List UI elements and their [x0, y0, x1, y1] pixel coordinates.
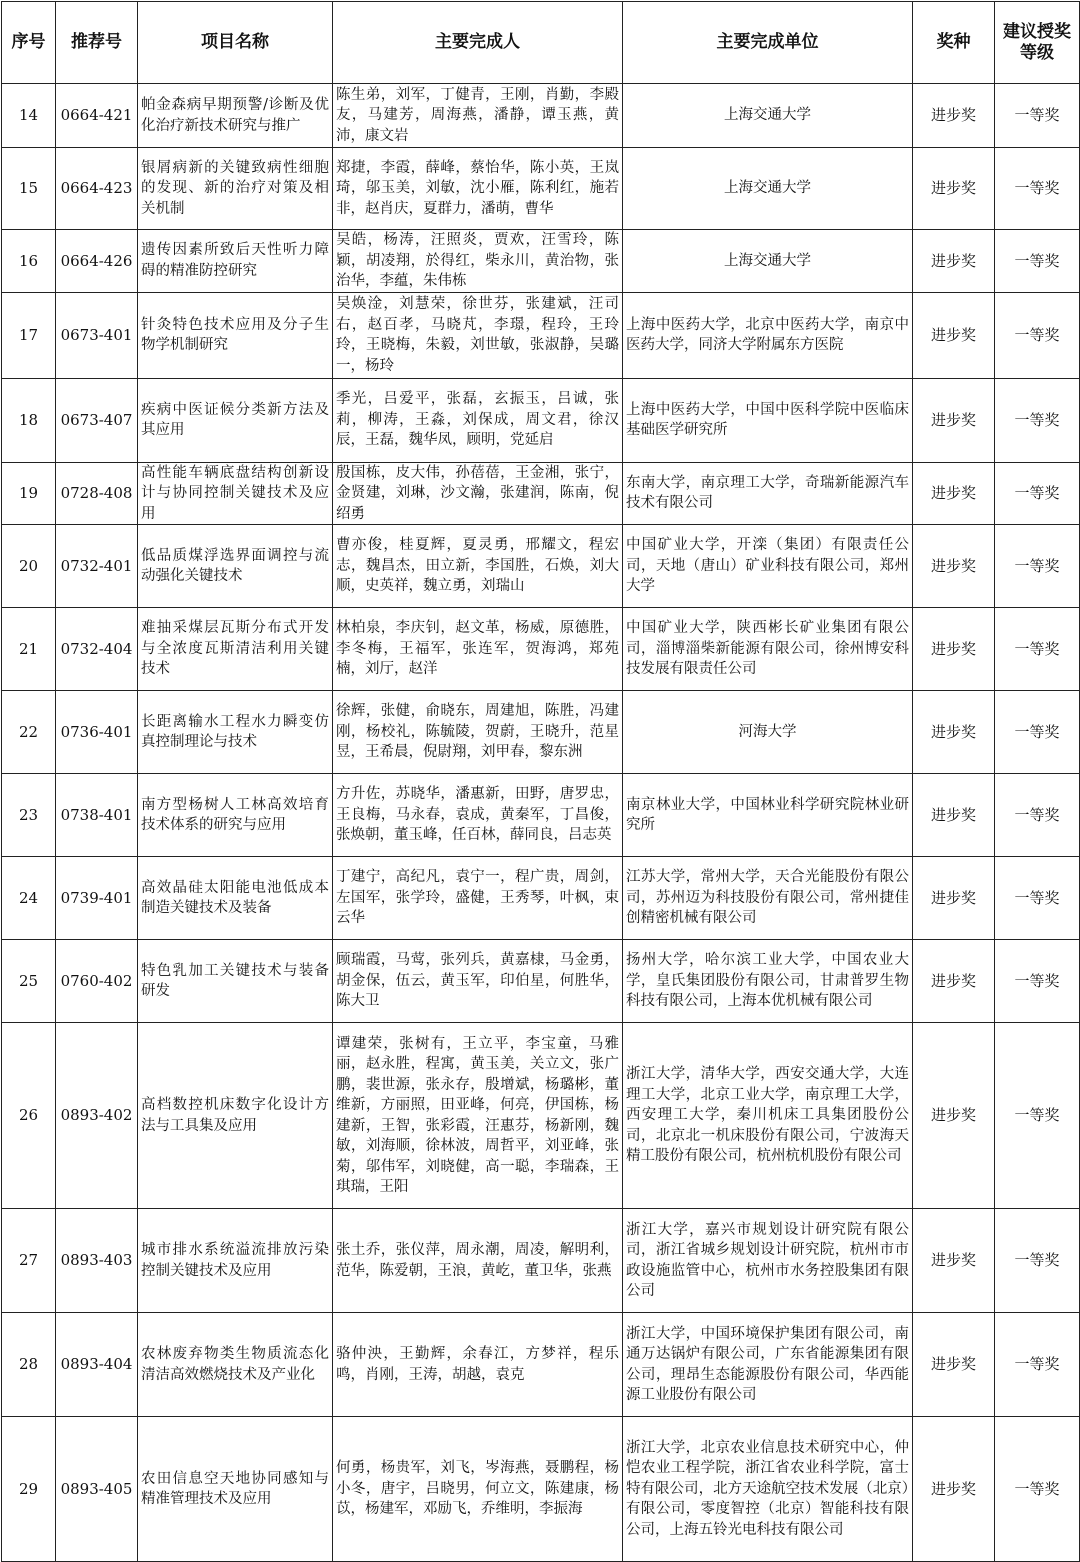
cell-award: 进步奖 — [913, 1313, 995, 1417]
cell-project-name: 低品质煤浮选界面调控与流动强化关键技术 — [138, 525, 333, 608]
cell-people: 方升佐，苏晓华，潘惠新，田野，唐罗忠，王良梅，马永春，袁成，黄秦军，丁昌俊，张焕朝，董玉峰，任百林，薛同良，吕志英 — [333, 774, 623, 857]
cell-award: 进步奖 — [913, 378, 995, 462]
cell-award: 进步奖 — [913, 230, 995, 293]
cell-code: 0673-401 — [56, 292, 138, 378]
cell-people: 骆仲泱，王勤辉，余春江，方梦祥，程乐鸣，肖刚，王涛，胡越，袁克 — [333, 1313, 623, 1417]
cell-seq: 18 — [2, 378, 56, 462]
cell-units: 扬州大学，哈尔滨工业大学，中国农业大学，皇氏集团股份有限公司，甘肃普罗生物科技有限公司，上海本优机械有限公司 — [623, 940, 913, 1023]
cell-units: 江苏大学，常州大学，天合光能股份有限公司，苏州迈为科技股份有限公司，常州捷佳创精密机械有限公司 — [623, 857, 913, 940]
cell-people: 何勇，杨贵军，刘飞，岑海燕，聂鹏程，杨小冬，唐宇，吕晓男，何立文，陈建康，杨苡，杨建军，邓励飞，乔维明，李振海 — [333, 1417, 623, 1562]
cell-code: 0893-403 — [56, 1209, 138, 1313]
table-row — [2, 608, 1080, 691]
cell-people: 吴焕淦，刘慧荣，徐世芬，张建斌，汪司右，赵百孝，马晓芃，李璟，程玲，王玲玲，王晓梅，朱毅，刘世敏，张淑静，吴璐一，杨玲 — [333, 292, 623, 378]
cell-level: 一等奖 — [995, 774, 1080, 857]
cell-award: 进步奖 — [913, 691, 995, 774]
cell-project-name: 针灸特色技术应用及分子生物学机制研究 — [138, 292, 333, 378]
cell-level: 一等奖 — [995, 1023, 1080, 1209]
cell-project-name: 农林废弃物类生物质流态化清洁高效燃烧技术及产业化 — [138, 1313, 333, 1417]
cell-project-name: 长距离输水工程水力瞬变仿真控制理论与技术 — [138, 691, 333, 774]
cell-code: 0673-407 — [56, 378, 138, 462]
header-code: 推荐号 — [56, 2, 138, 84]
cell-code: 0760-402 — [56, 940, 138, 1023]
cell-people: 郑捷，李霞，薛峰，蔡怡华，陈小英，王岚琦，邬玉美，刘敏，沈小雁，陈利红，施若非，赵肖庆，夏群力，潘萌，曹华 — [333, 148, 623, 230]
table-row — [2, 378, 1080, 462]
cell-people: 顾瑞霞，马莺，张列兵，黄嘉棣，马金勇，胡金保，伍云，黄玉军，印伯星，何胜华，陈大卫 — [333, 940, 623, 1023]
cell-level: 一等奖 — [995, 462, 1080, 525]
cell-units: 上海交通大学 — [623, 230, 913, 293]
table-row — [2, 1313, 1080, 1417]
cell-level: 一等奖 — [995, 940, 1080, 1023]
cell-seq: 19 — [2, 462, 56, 525]
header-seq: 序号 — [2, 2, 56, 84]
cell-seq: 25 — [2, 940, 56, 1023]
cell-project-name: 高效晶硅太阳能电池低成本制造关键技术及装备 — [138, 857, 333, 940]
cell-award: 进步奖 — [913, 940, 995, 1023]
cell-units: 上海中医药大学，中国中医科学院中医临床基础医学研究所 — [623, 378, 913, 462]
table-row — [2, 148, 1080, 230]
cell-level: 一等奖 — [995, 608, 1080, 691]
cell-units: 浙江大学，嘉兴市规划设计研究院有限公司，浙江省城乡规划设计研究院，杭州市市政设施监管中心，杭州市水务控股集团有限公司 — [623, 1209, 913, 1313]
cell-award: 进步奖 — [913, 608, 995, 691]
cell-code: 0893-405 — [56, 1417, 138, 1562]
cell-award: 进步奖 — [913, 292, 995, 378]
cell-seq: 16 — [2, 230, 56, 293]
table-row — [2, 230, 1080, 293]
cell-project-name: 疾病中医证候分类新方法及其应用 — [138, 378, 333, 462]
cell-level: 一等奖 — [995, 84, 1080, 148]
table-row — [2, 84, 1080, 148]
cell-code: 0736-401 — [56, 691, 138, 774]
cell-people: 张土乔，张仪萍，周永潮，周凌，解明利，范华，陈爱朝，王浪，黄屹，董卫华，张燕 — [333, 1209, 623, 1313]
header-award: 奖种 — [913, 2, 995, 84]
cell-units: 上海中医药大学，北京中医药大学，南京中医药大学，同济大学附属东方医院 — [623, 292, 913, 378]
cell-code: 0732-401 — [56, 525, 138, 608]
cell-award: 进步奖 — [913, 1023, 995, 1209]
cell-people: 徐辉，张健，俞晓东，周建旭，陈胜，冯建刚，杨校礼，陈毓陵，贺蔚，王晓升，范星昱，王希晨，倪尉翔，刘甲春，黎东洲 — [333, 691, 623, 774]
cell-level: 一等奖 — [995, 378, 1080, 462]
cell-project-name: 高性能车辆底盘结构创新设计与协同控制关键技术及应用 — [138, 462, 333, 525]
cell-people: 陈生弟，刘军，丁健青，王刚，肖勤，李殿友，马建芳，周海燕，潘静，谭玉燕，黄沛，康文岩 — [333, 84, 623, 148]
cell-units: 浙江大学，北京农业信息技术研究中心，仲恺农业工程学院，浙江省农业科学院，富士特有限公司，北方天途航空技术发展（北京）有限公司，零度智控（北京）智能科技有限公司，上海五铃光电科技有限公司 — [623, 1417, 913, 1562]
cell-people: 曹亦俊，桂夏辉，夏灵勇，邢耀文，程宏志，魏昌杰，田立新，李国胜，石焕，刘大顺，史英祥，魏立勇，刘瑞山 — [333, 525, 623, 608]
cell-project-name: 难抽采煤层瓦斯分布式开发与全浓度瓦斯清洁利用关键技术 — [138, 608, 333, 691]
table-row — [2, 1209, 1080, 1313]
cell-seq: 14 — [2, 84, 56, 148]
cell-award: 进步奖 — [913, 857, 995, 940]
cell-award: 进步奖 — [913, 1417, 995, 1562]
cell-project-name: 遗传因素所致后天性听力障碍的精准防控研究 — [138, 230, 333, 293]
award-table — [1, 1, 1080, 1562]
cell-units: 浙江大学，中国环境保护集团有限公司，南通万达锅炉有限公司，广东省能源集团有限公司，理昂生态能源股份有限公司，华西能源工业股份有限公司 — [623, 1313, 913, 1417]
cell-code: 0732-404 — [56, 608, 138, 691]
cell-code: 0738-401 — [56, 774, 138, 857]
cell-units: 东南大学，南京理工大学，奇瑞新能源汽车技术有限公司 — [623, 462, 913, 525]
cell-project-name: 特色乳加工关键技术与装备研发 — [138, 940, 333, 1023]
cell-level: 一等奖 — [995, 1209, 1080, 1313]
cell-seq: 24 — [2, 857, 56, 940]
header-units: 主要完成单位 — [623, 2, 913, 84]
cell-project-name: 银屑病新的关键致病性细胞的发现、新的治疗对策及相关机制 — [138, 148, 333, 230]
cell-level: 一等奖 — [995, 148, 1080, 230]
cell-seq: 21 — [2, 608, 56, 691]
cell-award: 进步奖 — [913, 462, 995, 525]
cell-project-name: 高档数控机床数字化设计方法与工具集及应用 — [138, 1023, 333, 1209]
cell-people: 季光，吕爱平，张磊，玄振玉，吕诚，张莉，柳涛，王淼，刘保成，周文君，徐汉辰，王磊，魏华凤，顾明，党延启 — [333, 378, 623, 462]
cell-level: 一等奖 — [995, 857, 1080, 940]
cell-code: 0893-402 — [56, 1023, 138, 1209]
cell-code: 0664-421 — [56, 84, 138, 148]
cell-people: 林柏泉，李庆钊，赵文革，杨威，原德胜，李冬梅，王福军，张连军，贺海鸿，郑苑楠，刘厅，赵洋 — [333, 608, 623, 691]
cell-units: 中国矿业大学，陕西彬长矿业集团有限公司，淄博淄柴新能源有限公司，徐州博安科技发展有限责任公司 — [623, 608, 913, 691]
table-row — [2, 292, 1080, 378]
header-row — [2, 2, 1080, 84]
cell-project-name: 帕金森病早期预警/诊断及优化治疗新技术研究与推广 — [138, 84, 333, 148]
cell-level: 一等奖 — [995, 691, 1080, 774]
cell-people: 丁建宁，高纪凡，袁宁一，程广贵，周剑，左国军，张学玲，盛健，王秀琴，叶枫，束云华 — [333, 857, 623, 940]
cell-award: 进步奖 — [913, 148, 995, 230]
table-row — [2, 1417, 1080, 1562]
cell-units: 上海交通大学 — [623, 148, 913, 230]
cell-units: 中国矿业大学，开滦（集团）有限责任公司，天地（唐山）矿业科技有限公司，郑州大学 — [623, 525, 913, 608]
cell-seq: 29 — [2, 1417, 56, 1562]
cell-project-name: 城市排水系统溢流排放污染控制关键技术及应用 — [138, 1209, 333, 1313]
cell-code: 0664-423 — [56, 148, 138, 230]
cell-seq: 17 — [2, 292, 56, 378]
cell-people: 吴皓，杨涛，汪照炎，贾欢，汪雪玲，陈颖，胡凌翔，於得红，柴永川，黄治物，张治华，李蕴，朱伟栋 — [333, 230, 623, 293]
cell-code: 0893-404 — [56, 1313, 138, 1417]
cell-seq: 20 — [2, 525, 56, 608]
cell-code: 0739-401 — [56, 857, 138, 940]
cell-seq: 26 — [2, 1023, 56, 1209]
table-row — [2, 857, 1080, 940]
cell-code: 0664-426 — [56, 230, 138, 293]
header-level: 建议授奖等级 — [995, 2, 1080, 84]
table-row — [2, 462, 1080, 525]
cell-level: 一等奖 — [995, 230, 1080, 293]
cell-level: 一等奖 — [995, 292, 1080, 378]
cell-award: 进步奖 — [913, 774, 995, 857]
cell-seq: 23 — [2, 774, 56, 857]
cell-code: 0728-408 — [56, 462, 138, 525]
cell-level: 一等奖 — [995, 525, 1080, 608]
cell-award: 进步奖 — [913, 1209, 995, 1313]
cell-people: 殷国栋，皮大伟，孙蓓蓓，王金湘，张宁，金贤建，刘琳，沙文瀚，张建润，陈南，倪绍勇 — [333, 462, 623, 525]
cell-project-name: 农田信息空天地协同感知与精准管理技术及应用 — [138, 1417, 333, 1562]
cell-level: 一等奖 — [995, 1313, 1080, 1417]
cell-units: 上海交通大学 — [623, 84, 913, 148]
cell-seq: 15 — [2, 148, 56, 230]
cell-units: 浙江大学，清华大学，西安交通大学，大连理工大学，北京工业大学，南京理工大学，西安理工大学，秦川机床工具集团股份公司，北京北一机床股份有限公司，宁波海天精工股份有限公司，杭州杭机股份有限公司 — [623, 1023, 913, 1209]
cell-seq: 27 — [2, 1209, 56, 1313]
table-row — [2, 774, 1080, 857]
header-name: 项目名称 — [138, 2, 333, 84]
cell-seq: 22 — [2, 691, 56, 774]
cell-seq: 28 — [2, 1313, 56, 1417]
table-row — [2, 1023, 1080, 1209]
cell-people: 谭建荣，张树有，王立平，李宝童，马雅丽，赵永胜，程寓，黄玉美，关立文，张广鹏，裴世源，张永存，殷增斌，杨璐彬，董维新，方丽照，田亚峰，何亮，伊国栋，杨建新，王智，张彩霞，汪惠芬，杨新刚，魏敏，刘海顺，徐林波，周哲平，刘亚峰，张菊，邬伟军，刘晓健，高一聪，李瑞森，王琪瑞，王阳 — [333, 1023, 623, 1209]
cell-units: 南京林业大学，中国林业科学研究院林业研究所 — [623, 774, 913, 857]
table-row — [2, 691, 1080, 774]
table-row — [2, 940, 1080, 1023]
cell-units: 河海大学 — [623, 691, 913, 774]
cell-award: 进步奖 — [913, 84, 995, 148]
cell-level: 一等奖 — [995, 1417, 1080, 1562]
table-row — [2, 525, 1080, 608]
header-people: 主要完成人 — [333, 2, 623, 84]
cell-award: 进步奖 — [913, 525, 995, 608]
cell-project-name: 南方型杨树人工林高效培育技术体系的研究与应用 — [138, 774, 333, 857]
